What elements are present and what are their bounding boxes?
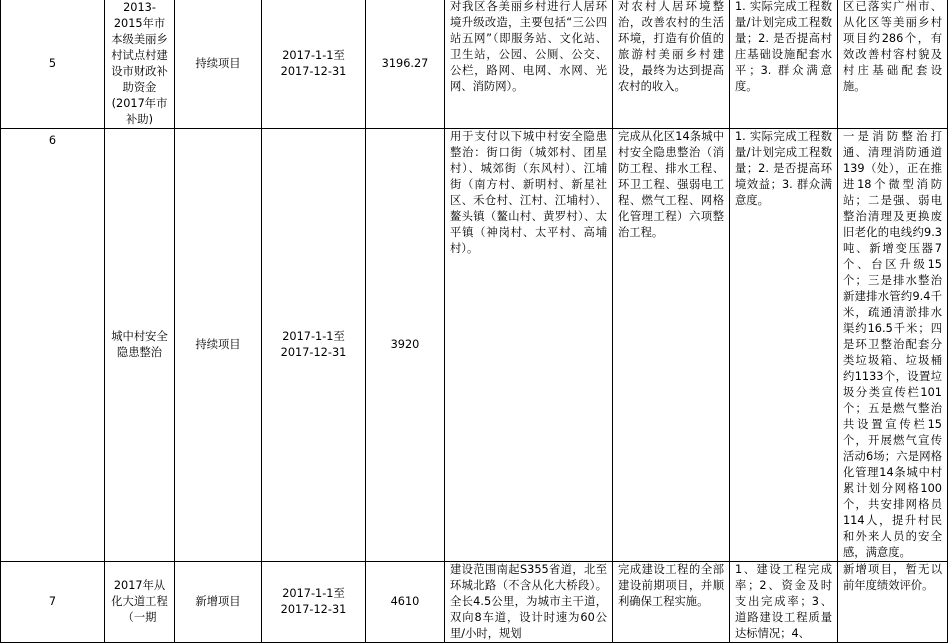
- table-row: [1, 0, 948, 129]
- project-result: 区已落实广州市、从化区等美丽乡村项目约286个，有效改善村容村貌及村庄基础配套设施。: [838, 0, 948, 129]
- project-content: 用于支付以下城中村安全隐患整治：街口街（城郊村、团星村）、城郊街（东风村）、江埔街（南方村、新明村、新星社区、禾仓村、江村、江埔村）、鳌头镇（鳌山村、黄罗村）、太平镇（神岗村、太平村、高埔村）。: [445, 129, 613, 562]
- project-name: 2017年从化大道工程（一期: [105, 562, 175, 643]
- project-indicators: 1. 实际完成工程数量/计划完成工程数量；2. 是否提高环境效益；3. 群众满意度。: [730, 129, 838, 562]
- project-amount: 3920: [366, 129, 445, 562]
- project-indicators: 1、建设工程完成率；2、资金及时支出完成率；3、道路建设工程质量达标情况；4、: [730, 562, 838, 643]
- row-index: 5: [1, 0, 105, 129]
- project-goal: 完成从化区14条城中村安全隐患整治（消防工程、排水工程、环卫工程、强弱电工程、燃气工程、网格化管理工程）六项整治工程。: [613, 129, 730, 562]
- project-result: 新增项目，暂无以前年度绩效评价。: [838, 562, 948, 643]
- row-index: 6: [1, 129, 105, 562]
- project-period: 2017-1-1至2017-12-31: [262, 562, 366, 643]
- project-result: 一是消防整治打通、清理消防通道139（处），正在推进18个微型消防站；二是强、弱电整治清理及更换废旧老化的电线约9.3吨、新增变压器7个、台区升级15个；三是排水整治新建排水管约9.4千米，疏通清淤排水渠约16.5千米；四是环卫整治配套分类垃圾箱、垃圾桶约1133个，设置垃圾分类宣传栏101个；五是燃气整治共设置宣传栏15个，开展燃气宣传活动6场；六是网格化管理14条城中村累计划分网格100个，共安排网格员114人，提升村民和外来人员的安全感，满意度。: [838, 129, 948, 562]
- project-type: 持续项目: [175, 129, 262, 562]
- row-index: 7: [1, 562, 105, 643]
- project-period: 2017-1-1至2017-12-31: [262, 0, 366, 129]
- project-type: 新增项目: [175, 562, 262, 643]
- table-row: [1, 562, 948, 643]
- project-type: 持续项目: [175, 0, 262, 129]
- project-amount: 3196.27: [366, 0, 445, 129]
- project-goal: 对农村人居环境整治，改善农村的生活环境，打造有价值的旅游村美丽乡村建设，最终为达到提高农村的收入。: [613, 0, 730, 129]
- project-goal: 完成建设工程的全部建设前期项目，并顺利确保工程实施。: [613, 562, 730, 643]
- project-name: 城中村安全隐患整治: [105, 129, 175, 562]
- project-amount: 4610: [366, 562, 445, 643]
- project-content: 建设范围南起S355省道，北至环城北路（不含从化大桥段）。全长4.5公里，为城市主干道，双向8车道，设计时速为60公里/小时，规划: [445, 562, 613, 643]
- project-period: 2017-1-1至2017-12-31: [262, 129, 366, 562]
- table-row: [1, 129, 948, 562]
- project-content: 对我区各美丽乡村进行人居环境升级改造，主要包括“三公四站五网”（即服务站、文化站、卫生站，公园、公厕、公交、公栏，路网、电网、水网、光网、消防网）。: [445, 0, 613, 129]
- project-name: 2013-2015年市本级美丽乡村试点村建设市财政补助资金(2017年市补助): [105, 0, 175, 129]
- project-indicators: 1. 实际完成工程数量/计划完成工程数量；2. 是否提高村庄基础设施配套水平；3. 群众满意度。: [730, 0, 838, 129]
